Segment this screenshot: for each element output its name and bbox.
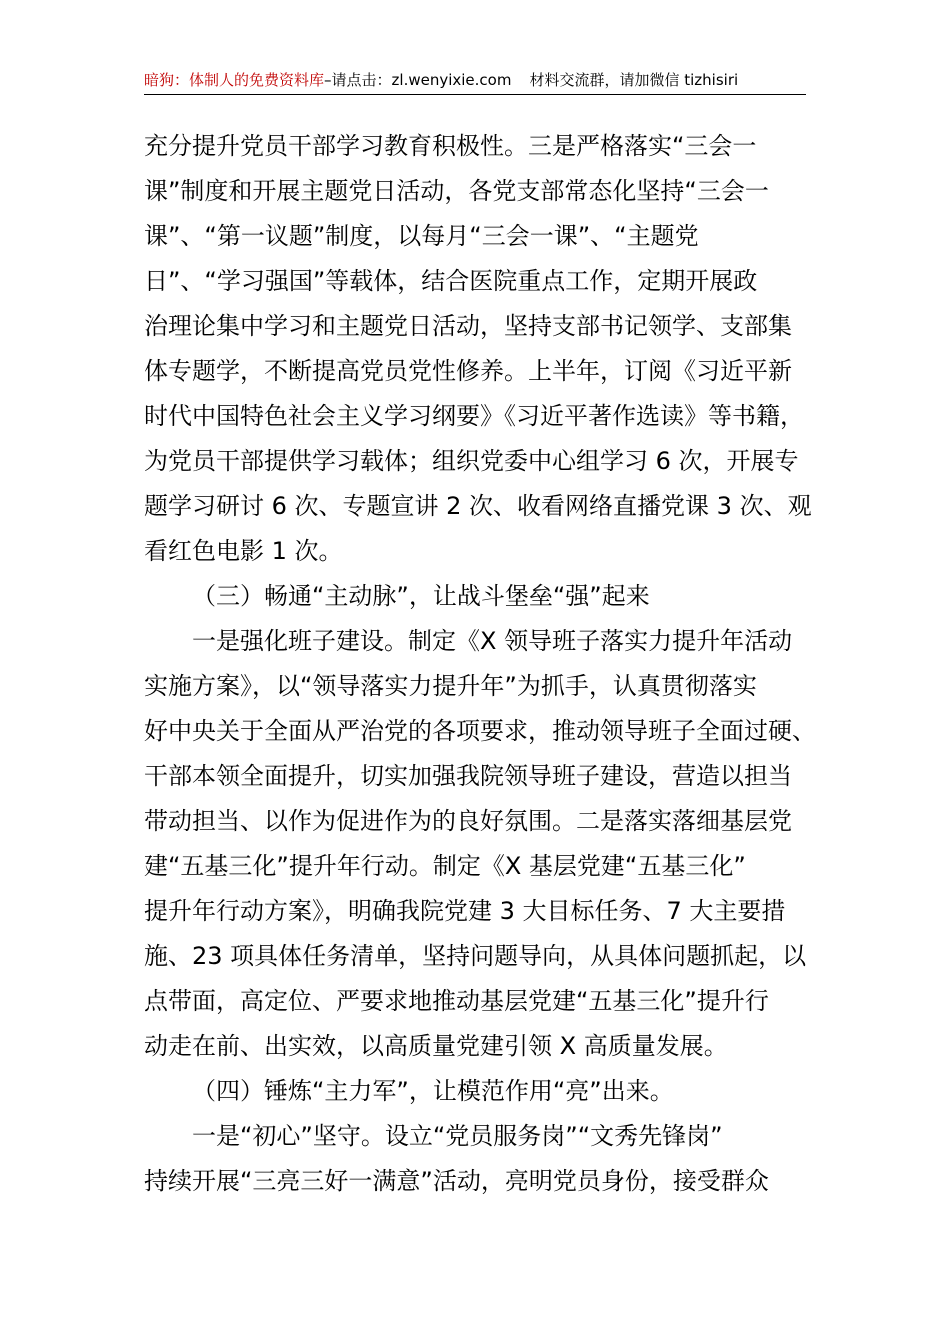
paragraph-line: 一是强化班子建设。制定《X 领导班子落实力提升年活动: [192, 627, 793, 655]
header-brand: 暗狗：体制人的免费资料库: [144, 71, 325, 89]
paragraph-line: 持续开展“三亮三好一满意”活动，亮明党员身份，接受群众: [144, 1167, 769, 1195]
header-url-link[interactable]: zl.wenyixie.com: [391, 71, 512, 89]
paragraph-line: 建“五基三化”提升年行动。制定《X 基层党建“五基三化”: [144, 852, 746, 880]
paragraph-line: 点带面，高定位、严要求地推动基层党建“五基三化”提升行: [144, 987, 769, 1015]
paragraph-line: 提升年行动方案》，明确我院党建 3 大目标任务、7 大主要措: [144, 897, 786, 925]
paragraph-line: 充分提升党员干部学习教育积极性。三是严格落实“三会一: [144, 132, 757, 160]
paragraph-line: 课”制度和开展主题党日活动，各党支部常态化坚持“三会一: [144, 177, 769, 205]
section-heading: （四）锤炼“主力军”，让模范作用“亮”出来。: [192, 1077, 674, 1105]
header-click-prompt: –请点击：: [324, 71, 392, 89]
paragraph-line: 为党员干部提供学习载体；组织党委中心组学习 6 次，开展专: [144, 447, 799, 475]
paragraph-line: 题学习研讨 6 次、专题宣讲 2 次、收看网络直播党课 3 次、观: [144, 492, 812, 520]
paragraph-line: 干部本领全面提升，切实加强我院领导班子建设，营造以担当: [144, 762, 792, 790]
document-body: [144, 128, 824, 1208]
paragraph-line: 看红色电影 1 次。: [144, 537, 343, 565]
paragraph-line: 治理论集中学习和主题党日活动，坚持支部书记领学、支部集: [144, 312, 792, 340]
paragraph-line: 带动担当、以作为促进作为的良好氛围。二是落实落细基层党: [144, 807, 792, 835]
paragraph-line: 动走在前、出实效，以高质量党建引领 X 高质量发展。: [144, 1032, 728, 1060]
page-header: [144, 66, 806, 95]
paragraph-line: 一是“初心”坚守。设立“党员服务岗”“文秀先锋岗”: [192, 1122, 723, 1150]
paragraph-line: 日”、“学习强国”等载体，结合医院重点工作，定期开展政: [144, 267, 758, 295]
paragraph-line: 实施方案》，以“领导落实力提升年”为抓手，认真贯彻落实: [144, 672, 757, 700]
paragraph-line: 施、23 项具体任务清单，坚持问题导向，从具体问题抓起，以: [144, 942, 807, 970]
section-heading: （三）畅通“主动脉”，让战斗堡垒“强”起来: [192, 582, 650, 610]
header-contact: 材料交流群，请加微信 tizhisiri: [529, 71, 739, 89]
paragraph-line: 课”、“第一议题”制度，以每月“三会一课”、“主题党: [144, 222, 699, 250]
paragraph-line: 好中央关于全面从严治党的各项要求，推动领导班子全面过硬、: [144, 717, 816, 745]
paragraph-line: 时代中国特色社会主义学习纲要》《习近平著作选读》等书籍，: [144, 402, 804, 430]
paragraph-line: 体专题学，不断提高党员党性修养。上半年，订阅《习近平新: [144, 357, 792, 385]
